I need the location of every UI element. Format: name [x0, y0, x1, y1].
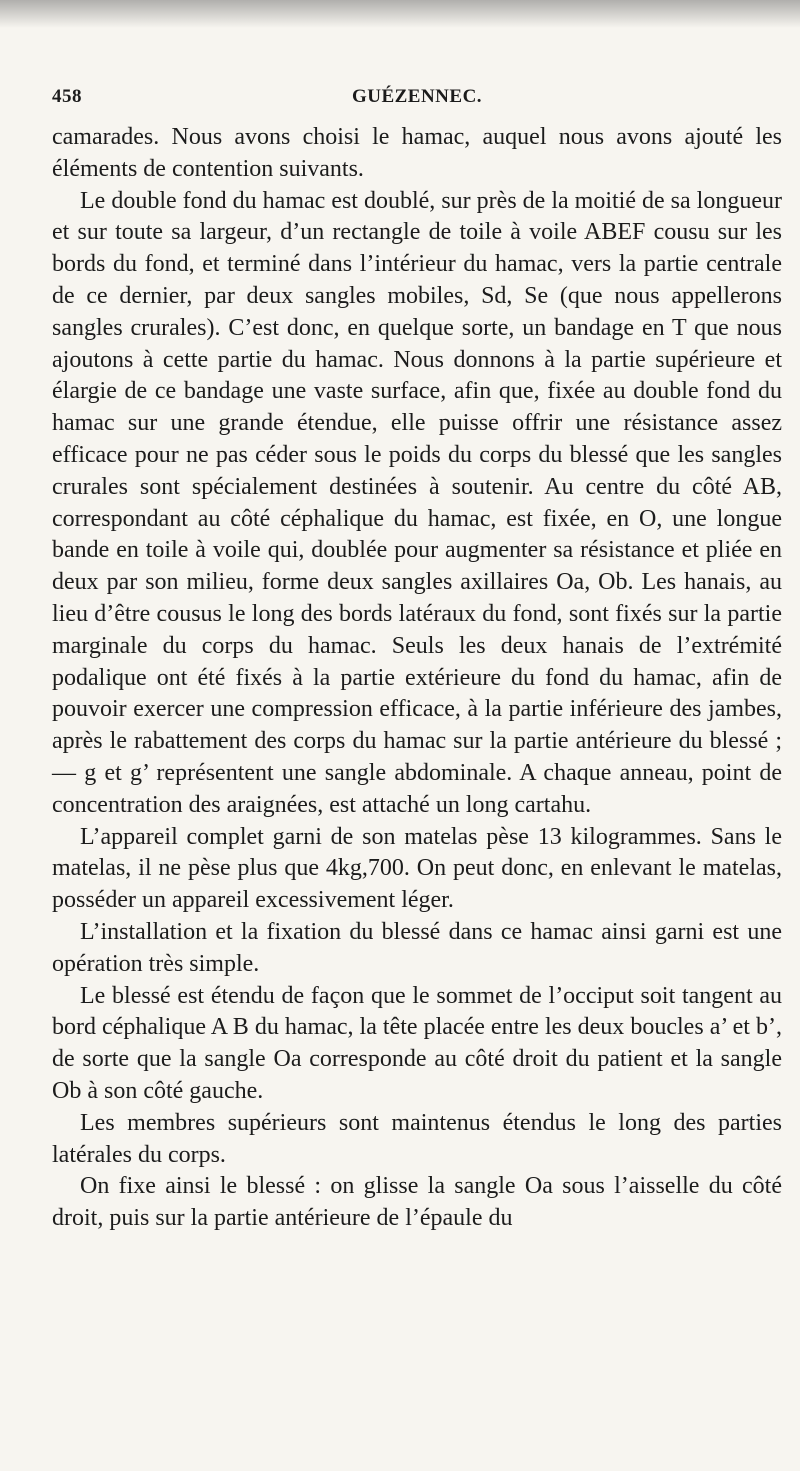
paragraph: On fixe ainsi le blessé : on glisse la sangle Oa sous l’aisselle du côté droit, puis sur la partie antérieure de l’épaule du [52, 1173, 782, 1232]
page-header [52, 80, 782, 120]
document-page [52, 80, 782, 1235]
body-text [52, 122, 782, 1235]
paragraph: L’appareil complet garni de son matelas pèse 13 kilogrammes. Sans le matelas, il ne pèse plus que 4kg,700. On peut donc, en enlevant le matelas, posséder un appareil excessivement léger. [52, 823, 782, 914]
scan-edge-shadow [0, 0, 800, 28]
page-number: 458 [52, 86, 82, 107]
paragraph: camarades. Nous avons choisi le hamac, auquel nous avons ajouté les éléments de contention suivants. [52, 124, 782, 182]
paragraph: Le blessé est étendu de façon que le sommet de l’occiput soit tangent au bord céphalique A B du hamac, la tête placée entre les deux boucles a’ et b’, de sorte que la sangle Oa corresponde au côté droit du patient et la sangle Ob à son côté gauche. [52, 982, 782, 1104]
paragraph: L’installation et la fixation du blessé dans ce hamac ainsi garni est une opération très simple. [52, 918, 782, 977]
paragraph: Le double fond du hamac est doublé, sur près de la moitié de sa longueur et sur toute sa largeur, d’un rectangle de toile à voile ABEF cousu sur les bords du fond, et terminé dans l’intérieur du hamac, vers la partie centrale de ce dernier, par deux sangles mobiles, Sd, Se (que nous appellerons sangles crurales). C’est donc, en quelque sorte, un bandage en T que nous ajoutons à cette partie du hamac. Nous donnons à la partie supérieure et élargie de ce bandage une vaste surface, afin que, fixée au double fond du hamac sur une grande étendue, elle puisse offrir une résistance assez efficace pour ne pas céder sous le poids du corps du blessé que les sangles crurales sont spécialement destinées à soutenir. Au centre du côté AB, correspondant au côté céphalique du hamac, est fixée, en O, une longue bande en toile à voile qui, doublée pour augmenter sa résistance et pliée en deux par son milieu, forme deux sangles axillaires Oa, Ob. Les hanais, au lieu d’être cousus le long des bords latéraux du fond, sont fixés sur la partie marginale du corps du hamac. Seuls les deux hanais de l’extrémité podalique ont été fixés à la partie extérieure du fond du hamac, afin de pouvoir exercer une compression efficace, à la partie inférieure des jambes, après le rabattement des corps du hamac sur la partie antérieure du blessé ; — g et g’ représentent une sangle abdominale. A chaque anneau, point de concentration des araignées, est attaché un long cartahu. [52, 187, 782, 818]
running-title: GUÉZENNEC. [351, 86, 483, 107]
paragraph: Les membres supérieurs sont maintenus étendus le long des parties latérales du corps. [52, 1109, 782, 1168]
